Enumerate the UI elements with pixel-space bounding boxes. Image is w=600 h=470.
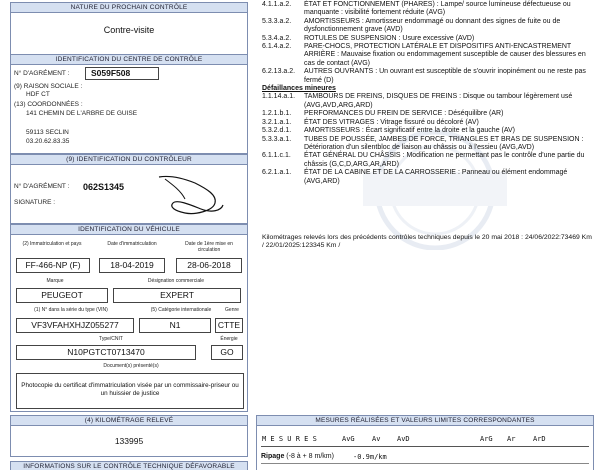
default-code: 6.2.13.a.2.	[262, 68, 296, 76]
mineure-code: 6.1.1.c.1.	[262, 152, 291, 160]
default-title: PARE-CHOCS, PROTECTION LATÉRALE ET DISPOSITIFS ANTI-ENCASTREMENT ARRIÈRE	[304, 43, 572, 59]
mineure-rest: : Écart significatif entre la droite et la gauche (AV)	[361, 127, 516, 135]
mineure-item	[262, 110, 594, 118]
h-marque: Marque	[46, 278, 64, 284]
mineure-title: ÉTAT DES VITRAGES	[304, 118, 375, 126]
mineure-item	[262, 127, 594, 135]
immat-box: FF-466-NP (F)	[16, 258, 90, 273]
default-item	[262, 35, 594, 43]
ripage-value: -0.9m/km	[353, 453, 387, 461]
default-code: 4.1.1.a.2.	[262, 1, 292, 8]
mineure-rest: : Détérioration d'un silentbloc de liaison au châssis ou à l'essieu (AVG,AVD)	[304, 135, 584, 151]
raison-value: HDF CT	[26, 91, 50, 98]
h-designation: Désignation commerciale	[147, 278, 205, 284]
coordonnees-label: (13) COORDONNÉES :	[14, 101, 83, 108]
document-box	[16, 373, 244, 409]
default-rest: : Lampe/ source lumineuse défectueuse ou manquante : visibilité fortement réduite (AVG)	[304, 1, 571, 17]
mineure-title: PERFORMANCES DU FREIN DE SERVICE	[304, 110, 443, 118]
default-item	[262, 43, 594, 68]
km-note: Kilométrages relevés lors des précédents contrôles techniques depuis le 20 mai 2018 : 24/06/2022:73469 Km / 22/01/2025:123345 Km /	[262, 234, 592, 250]
default-item	[262, 18, 594, 35]
centre-agrement-label: N° D'AGRÉMENT :	[14, 70, 70, 77]
mesures-rule	[261, 446, 589, 447]
default-rest: : Usure excessive (AVD)	[398, 34, 475, 42]
mineure-item	[262, 152, 594, 169]
h-categorie: (5) Catégorie internationale	[150, 307, 212, 313]
mineure-code: 6.2.1.a.1.	[262, 169, 292, 177]
default-code: 6.1.4.a.2.	[262, 43, 292, 51]
col-ar: Ar	[507, 435, 516, 443]
controleur-header: (9) IDENTIFICATION DU CONTRÔLEUR	[11, 155, 247, 165]
nature-panel	[10, 2, 248, 56]
mineure-item	[262, 136, 594, 153]
ripage-rule	[261, 463, 589, 464]
mineure-title: ÉTAT DE LA CABINE ET DE LA CARROSSERIE	[304, 169, 456, 177]
col-arg: ArG	[480, 435, 493, 443]
mineure-rest: : Déséquilibre (AR)	[444, 110, 504, 118]
genre-box: CTTE	[215, 318, 243, 333]
default-code: 5.3.4.a.2.	[262, 34, 292, 42]
controleur-agrement-label: N° D'AGRÉMENT :	[14, 183, 70, 190]
mineures-header: Défaillances mineures	[262, 85, 336, 93]
infos-panel	[10, 461, 248, 470]
date-immat-box: 18-04-2019	[99, 258, 165, 273]
ripage-label: Ripage	[261, 453, 285, 460]
centre-header: IDENTIFICATION DU CENTRE DE CONTRÔLE	[11, 55, 247, 65]
mineure-item	[262, 93, 594, 110]
mesures-header: MESURES RÉALISÉES ET VALEURS LIMITES CORRESPONDANTES	[257, 416, 593, 426]
kilometrage-value: 133995	[114, 436, 144, 446]
h-date-immat: Date d'immatriculation	[107, 241, 157, 247]
vin-box: VF3VFAHXHJZ055277	[16, 318, 134, 333]
default-code: 5.3.3.a.2.	[262, 17, 292, 25]
mineure-item	[262, 169, 594, 186]
col-avd: AvD	[397, 435, 410, 443]
default-rest: : Un ouvrant est susceptible de s'ouvrir inopinément ou ne reste pas fermé (D)	[304, 68, 586, 84]
col-av: Av	[372, 435, 381, 443]
mineure-title: TAMBOURS DE FREINS, DISQUES DE FREINS	[304, 93, 458, 101]
mesures-title: M E S U R E S	[262, 435, 317, 443]
default-item	[262, 68, 594, 85]
h-date-circ: Date de 1ère mise en circulation	[185, 241, 233, 253]
h-energie: Énergie	[220, 336, 238, 342]
col-ard: ArD	[533, 435, 546, 443]
energie-box: GO	[211, 345, 243, 360]
date-circ-box: 28-06-2018	[176, 258, 242, 273]
default-item	[262, 1, 594, 18]
h-immat: (2) Immatriculation et pays	[22, 241, 82, 247]
h-vin: (1) N° dans la série du type (VIN)	[34, 307, 108, 313]
h-genre: Genre	[225, 307, 239, 313]
default-rest: : Mauvaise fixation ou endommagement susceptible de causer des blessures en cas de contact (AVG)	[304, 51, 586, 67]
nature-value: Contre-visite	[103, 25, 155, 35]
vehicule-panel	[10, 224, 248, 412]
mineure-code: 1.2.1.b.1.	[262, 110, 292, 118]
document-value: Photocopie du certificat d'immatriculation visée par un commissaire-priseur ou un huissier de justice	[21, 382, 239, 397]
ripage-row	[261, 453, 334, 460]
marque-box: PEUGEOT	[16, 288, 108, 303]
default-title: AMORTISSEURS	[304, 17, 360, 25]
designation-box: EXPERT	[113, 288, 241, 303]
mineure-code: 5.3.3.a.1.	[262, 135, 292, 143]
centre-agrement-box	[85, 67, 159, 80]
raison-label: (9) RAISON SOCIALE :	[14, 83, 83, 90]
mineure-title: ÉTAT GÉNÉRAL DU CHÂSSIS	[304, 152, 401, 160]
address-line1: 141 CHEMIN DE L'ARBRE DE GUISE	[26, 110, 138, 117]
default-title: AUTRES OUVRANTS	[304, 68, 374, 76]
mineure-rest: : Vitrage fissuré ou décoloré (AV)	[376, 118, 479, 126]
mineure-item	[262, 119, 594, 127]
default-title: ÉTAT ET FONCTIONNEMENT (PHARES)	[304, 1, 435, 8]
mineure-code: 3.2.1.a.1.	[262, 118, 292, 126]
mineure-rest: : Panneau ou élément endommagé (AVG,ARD)	[304, 169, 568, 185]
mineure-rest: : Disque ou tambour légèrement usé (AVG,AVD,ARG,ARD)	[304, 93, 573, 109]
vehicule-header: IDENTIFICATION DU VÉHICULE	[11, 225, 247, 235]
default-rest: : Amortisseur endommagé ou donnant des signes de fuite ou de dysfonctionnement grave (AVD)	[304, 17, 561, 34]
type-box: N10PGTCT0713470	[16, 345, 196, 360]
infos-header: INFORMATIONS SUR LE CONTRÔLE TECHNIQUE DÉFAVORABLE	[11, 462, 247, 470]
col-avg: AvG	[342, 435, 355, 443]
mineure-code: 5.3.2.d.1.	[262, 127, 292, 135]
mesures-panel	[256, 415, 594, 470]
mineure-rest: : Modification ne permettant pas le contrôle d'une partie du châssis (G,C,D,ARG,AR,ARD)	[304, 152, 585, 168]
centre-agrement-value: S059F508	[91, 68, 131, 78]
phone: 03.20.62.83.35	[26, 138, 70, 145]
ripage-range: (-8 à + 8 m/km)	[286, 453, 334, 460]
default-title: ROTULES DE SUSPENSION	[304, 34, 397, 42]
mineure-title: TUBES DE POUSSÉE, JAMBES DE FORCE, TRIANGLES ET BRAS DE SUSPENSION	[304, 135, 580, 143]
h-type: Type/CNIT	[99, 336, 123, 342]
kilometrage-header: (4) KILOMÉTRAGE RELEVÉ	[11, 416, 247, 426]
controleur-panel	[10, 154, 248, 224]
mineure-title: AMORTISSEURS	[304, 127, 360, 135]
kilometrage-panel	[10, 415, 248, 457]
signature-label: SIGNATURE :	[14, 199, 56, 206]
signature-scribble	[151, 169, 231, 221]
h-document: Document(s) présenté(s)	[103, 363, 159, 369]
address-line2: 59113 SECLIN	[26, 129, 69, 136]
defaults-list	[262, 1, 594, 186]
controleur-agrement-value: 062S1345	[83, 182, 125, 192]
mineure-code: 1.1.14.a.1.	[262, 93, 296, 101]
nature-header: NATURE DU PROCHAIN CONTRÔLE	[11, 3, 247, 13]
categorie-box: N1	[139, 318, 211, 333]
centre-panel	[10, 54, 248, 154]
